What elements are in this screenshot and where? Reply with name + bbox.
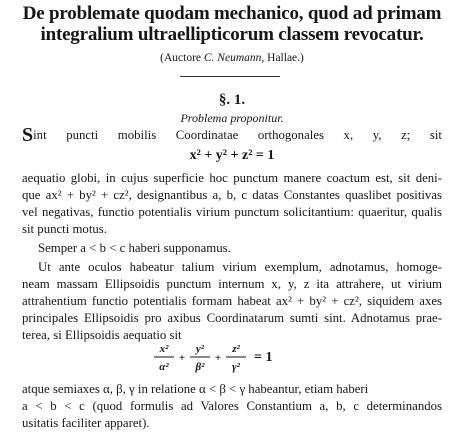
paragraph-3-line-2: neam massam Ellipsoidis punctum internum x, y, z ita attrahere, ut virium	[22, 277, 442, 291]
formula-ellipsoid-rhs: = 1	[254, 350, 273, 365]
paragraph-4-line-3: usitatis faciliter apparet).	[22, 416, 150, 430]
formula-ellipsoid-z-denominator: γ²	[232, 361, 240, 373]
paragraph-2-line-1: Semper a < b < c haberi supponamus.	[38, 241, 231, 255]
author-name: C. Neumann	[203, 52, 262, 64]
formula-ellipsoid-x-numerator: x²	[159, 343, 169, 355]
formula-ellipsoid-y-numerator: y²	[195, 343, 205, 355]
section-subtitle: Problema proponitur.	[180, 111, 284, 125]
paragraph-1-line-2: aequatio globi, in cujus superficie hoc punctum manere coactum est, sit deni-	[22, 171, 442, 185]
paragraph-3-line-4: principales Ellipsoidis pro axibus Coordinatarum sumti sint. Adnotamus prae-	[22, 311, 442, 325]
author-suffix: , Hallae.)	[261, 52, 304, 64]
paragraph-1-line-5: sit puncti motus.	[22, 222, 107, 236]
drop-cap: S	[22, 124, 34, 146]
author-prefix: (Auctore	[160, 52, 204, 64]
formula-ellipsoid-y-denominator: β²	[195, 361, 205, 373]
section-heading: §. 1.	[218, 92, 246, 108]
plus-sign-1: +	[178, 352, 186, 364]
plus-sign-2: +	[214, 352, 222, 364]
paragraph-3-line-1: Ut ante oculos habeatur talium virium exemplum, adnotamus, homoge-	[38, 260, 442, 274]
paragraph-1-line-1	[22, 124, 442, 146]
title-line-1: De problemate quodam mechanico, quod ad primam	[22, 3, 442, 24]
formula-ellipsoid-z-numerator: z²	[232, 343, 240, 355]
divider-rule	[180, 76, 280, 77]
paragraph-3-line-5: terea, si Ellipsoidis aequatio sit	[22, 328, 182, 342]
paragraph-4-line-2: a < b < c (quod formulis ad Valores Constantium a, b, c determinandos	[22, 399, 442, 413]
paragraph-4-line-1: atque semiaxes α, β, γ in relatione α < β < γ habeantur, etiam haberi	[22, 382, 369, 396]
paragraph-1-line-4: vel negativas, functio potentialis virium punctum solicitantium: quaeritur, qualis	[22, 205, 442, 219]
title-line-2: integralium ultraellipticorum classem revocatur.	[40, 24, 424, 45]
paragraph-3-line-3: attrahentium functio potentialis formam habeat ax² + by² + cz², siquidem axes	[22, 294, 442, 308]
formula-ellipsoid	[150, 340, 320, 376]
paragraph-1-line-1-text: int puncti mobilis Coordinatae orthogonales x, y, z; sit	[33, 128, 442, 142]
formula-ellipsoid-x-denominator: α²	[159, 361, 169, 373]
author-line	[0, 51, 464, 65]
formula-sphere: x² + y² + z² = 1	[189, 148, 275, 163]
paragraph-1-line-3: que ax² + by² + cz², designantibus a, b, c datas Constantes quaslibet positivas	[22, 188, 442, 202]
